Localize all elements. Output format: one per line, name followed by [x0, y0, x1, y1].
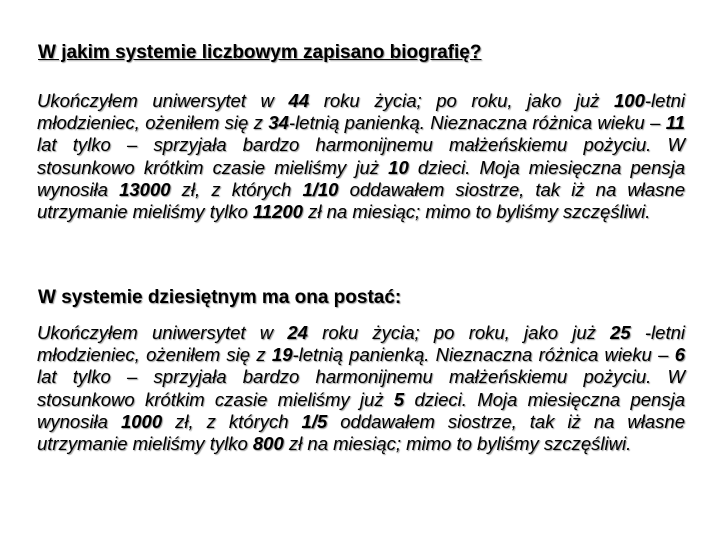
number-salary: 1000 [120, 410, 163, 432]
text-segment: zł, z których [162, 410, 302, 432]
text-segment: lat tylko – sprzyjała bardzo harmonijnemu małżeńskiemu pożyciu. W stosunkowo krótkim czasie mieliśmy już [37, 366, 685, 410]
text-segment: -letni młodzieniec, ożeniłem się z [37, 90, 685, 134]
number-age-graduation: 24 [287, 322, 308, 343]
number-age-young-man: 100 [614, 90, 645, 111]
number-age-difference: 11 [665, 112, 685, 134]
text-segment: oddawałem siostrze, tak iż na własne utrzymanie mieliśmy tylko [37, 410, 685, 455]
number-age-young-man: 25 [610, 322, 631, 343]
number-fraction: 1/10 [302, 178, 339, 200]
text-segment: dzieci. Moja miesięczna pensja wynosiła [37, 156, 686, 200]
text-segment: Ukończyłem uniwersytet w [37, 90, 289, 111]
number-remaining: 11200 [252, 201, 303, 223]
text-segment: lat tylko – sprzyjała bardzo harmonijnemu małżeńskiemu pożyciu. W stosunkowo krótkim czasie mieliśmy już [37, 134, 685, 178]
number-age-wife: 19 [271, 344, 293, 366]
text-segment: zł na miesiąc; mimo to byliśmy szczęśliwi. [302, 201, 651, 223]
text-segment: roku życia; po roku, jako już [309, 90, 615, 111]
text-segment: oddawałem siostrze, tak iż na własne utrzymanie mieliśmy tylko [37, 178, 685, 223]
number-salary: 13000 [119, 178, 171, 200]
slide-title: W jakim systemie liczbowym zapisano biografię? [38, 42, 482, 63]
number-remaining: 800 [252, 433, 284, 455]
decimal-heading: W systemie dziesiętnym ma ona postać: [38, 287, 402, 308]
text-segment: Ukończyłem uniwersytet w [37, 322, 288, 343]
text-segment: roku życia; po roku, jako już [307, 322, 611, 343]
number-age-graduation: 44 [288, 90, 310, 111]
number-children: 10 [388, 156, 409, 178]
text-segment: -letni młodzieniec, ożeniłem się z [37, 322, 685, 366]
text-segment: zł, z których [170, 178, 303, 200]
text-segment: zł na miesiąc; mimo to byliśmy szczęśliwi. [283, 433, 632, 455]
text-segment: dzieci. Moja miesięczna pensja wynosiła [37, 388, 685, 432]
text-segment: -letnią panienką. Nieznaczna różnica wieku – [292, 344, 675, 366]
text-segment: -letnią panienką. Nieznaczna różnica wieku – [288, 112, 666, 134]
number-age-difference: 6 [674, 344, 685, 366]
original-biography-text [37, 90, 685, 223]
number-age-wife: 34 [268, 112, 289, 134]
number-fraction: 1/5 [301, 410, 328, 432]
decimal-biography-text [37, 322, 685, 455]
number-children: 5 [393, 388, 405, 410]
